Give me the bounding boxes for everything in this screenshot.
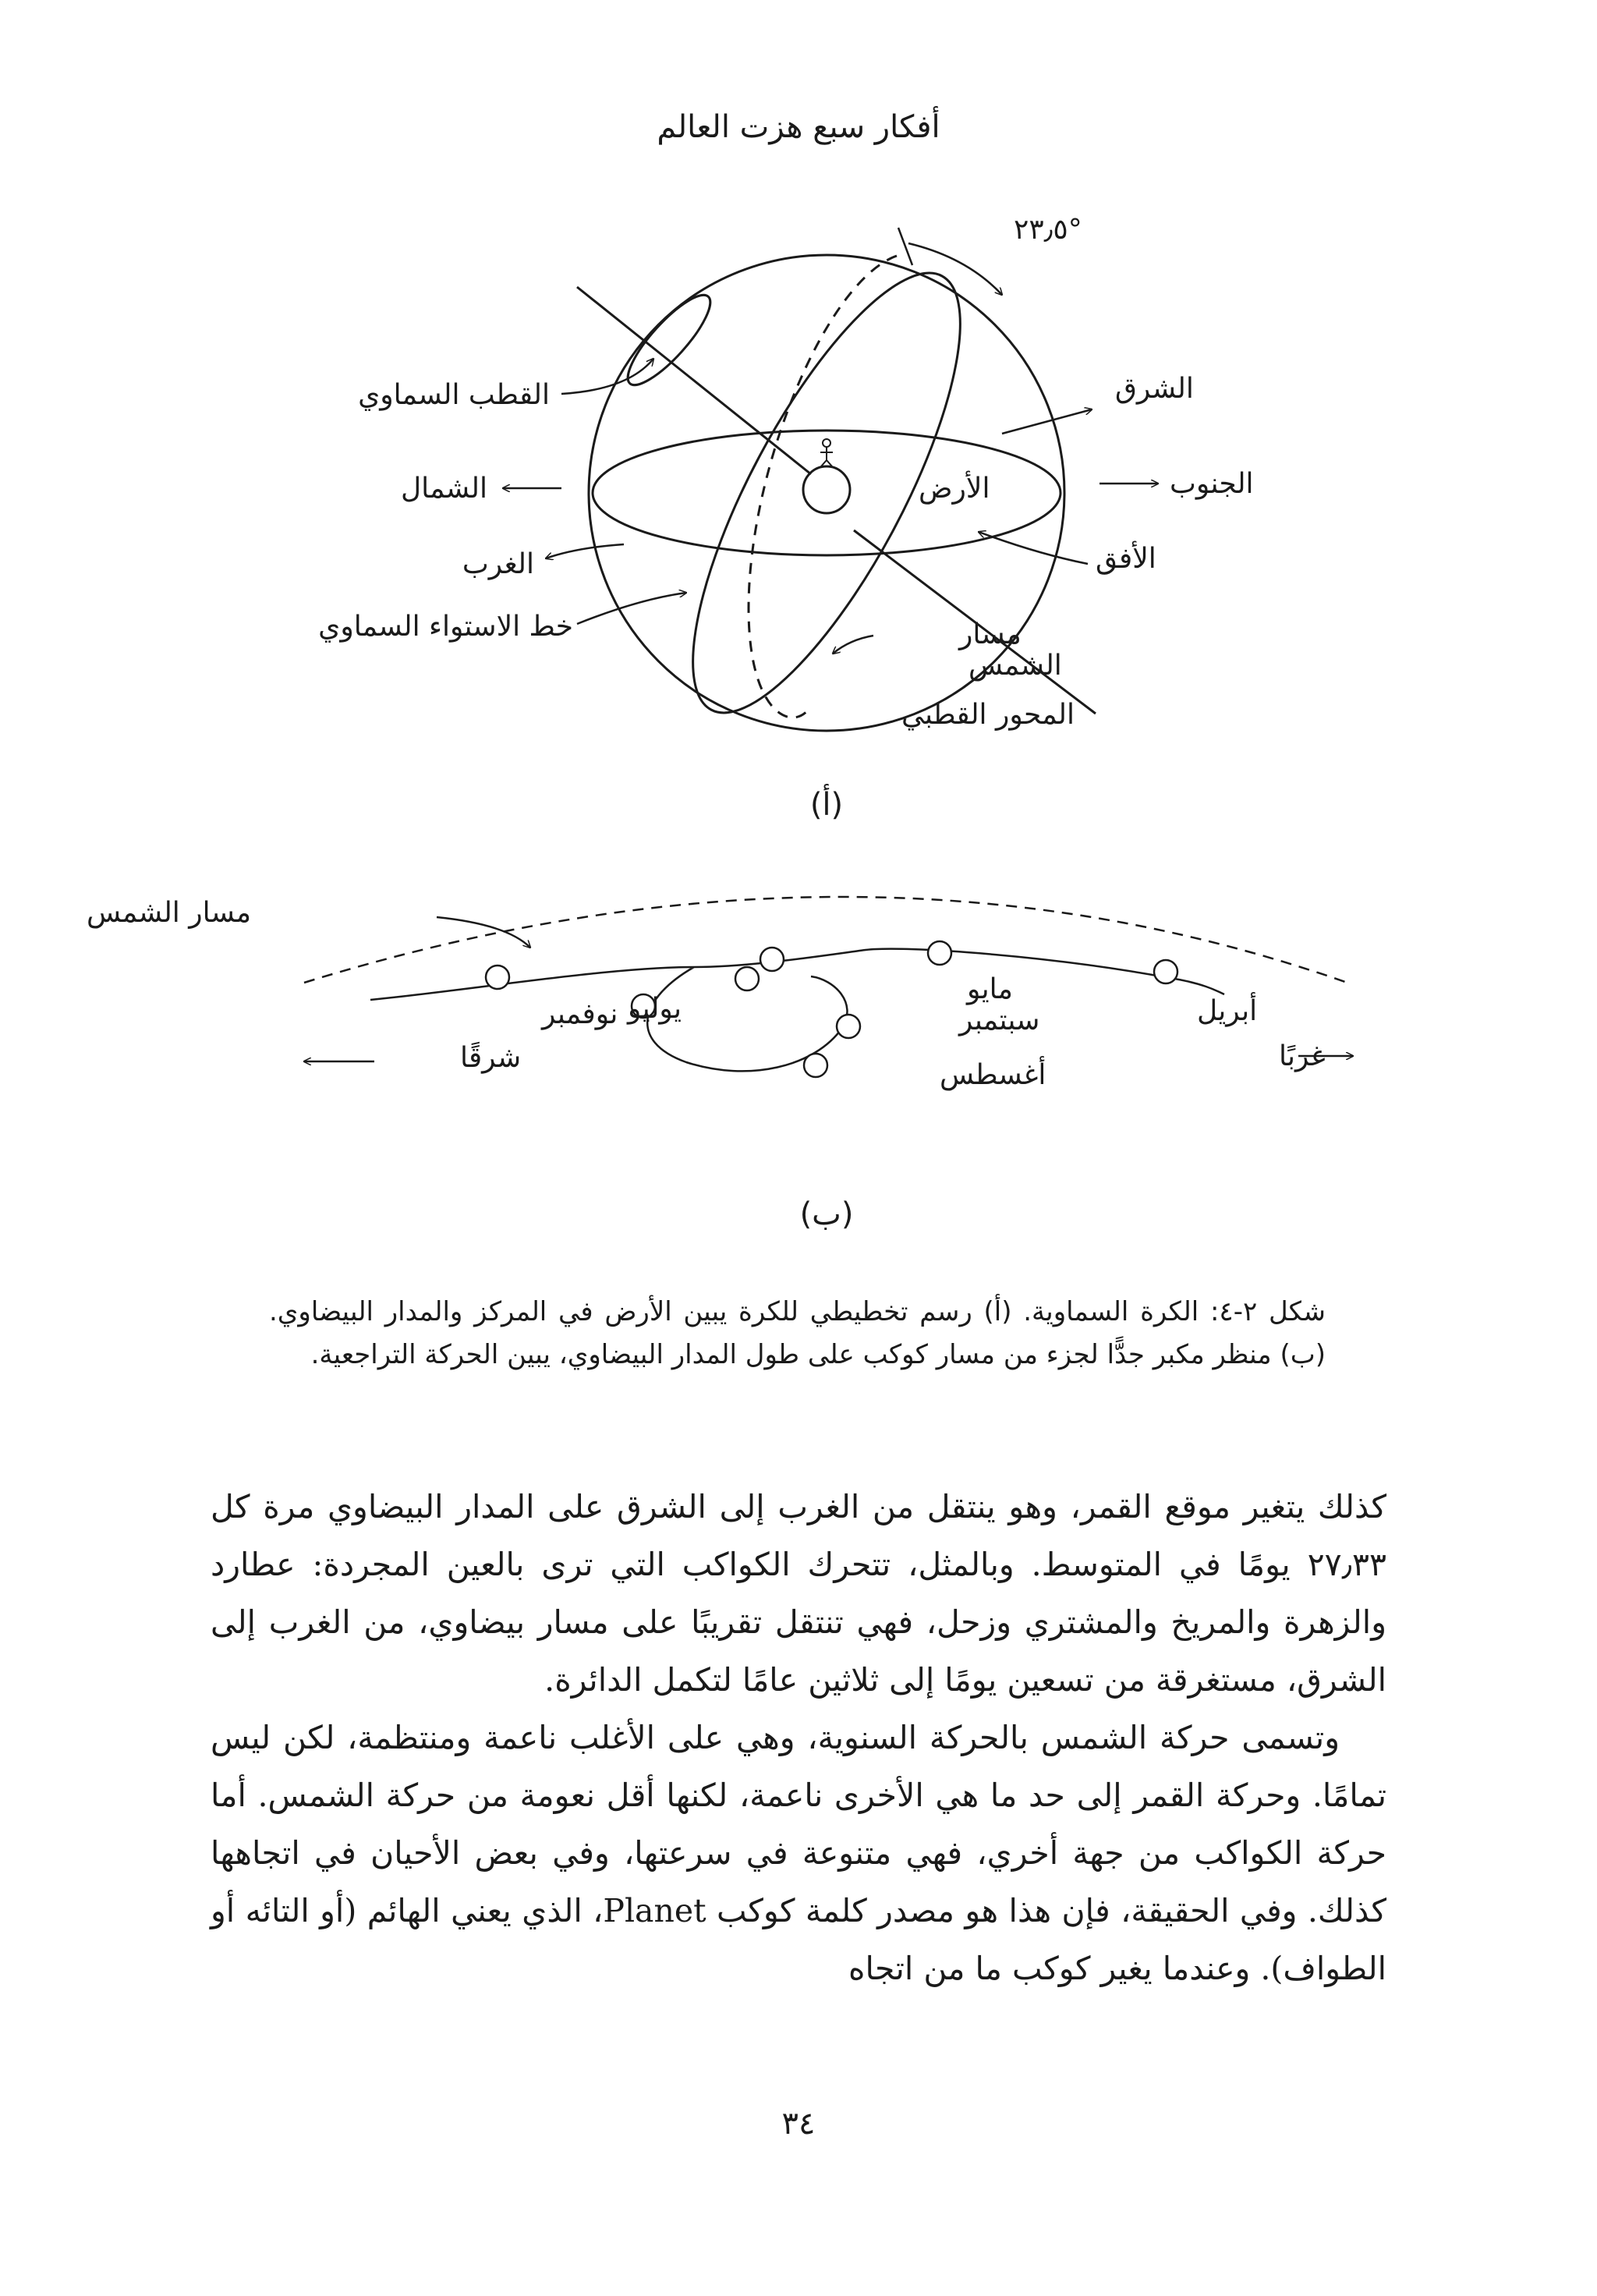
label-south: الجنوب xyxy=(1170,468,1254,500)
paragraph-2: وتسمى حركة الشمس بالحركة السنوية، وهي على الأغلب ناعمة ومنتظمة، لكن ليس تمامًا. وحركة القمر إلى حد ما هي الأخرى ناعمة، لكنها أقل نعومة من حركة الشمس. أما حركة الكواكب من جهة أخري، فهي متنوعة في سرعتها، وفي بعض الأحيان في اتجاهها كذلك. وفي الحقيقة، فإن هذا هو مصدر كلمة كوكب Planet، الذي يعني الهائم (أو التائه أو الطواف). وعندما يغير كوكب ما من اتجاه xyxy=(211,1719,1386,1987)
label-november: نوفمبر xyxy=(542,998,618,1030)
label-sun-path-b: مسار الشمس xyxy=(87,897,251,929)
earth-circle xyxy=(803,466,850,513)
equator-leader-arrow xyxy=(577,593,686,624)
sun-path-dashed xyxy=(304,897,1347,983)
running-head: أفكار سبع هزت العالم xyxy=(657,109,940,145)
planet-position-june-2 xyxy=(735,967,759,990)
label-east: الشرق xyxy=(1115,373,1194,405)
planet-position-may xyxy=(928,941,951,965)
figure-a xyxy=(0,0,1597,858)
label-west: الغرب xyxy=(462,548,534,580)
label-sun-path-1: مسار xyxy=(959,618,1022,650)
label-july: يوليو xyxy=(628,993,682,1025)
label-celestial-equator: خط الاستواء السماوي xyxy=(318,611,573,643)
pole-leader-arrow xyxy=(561,359,653,394)
figure-b xyxy=(0,858,1597,1295)
planet-position-june xyxy=(760,948,784,971)
planet-position-april xyxy=(1154,960,1177,983)
west-arrow xyxy=(546,544,624,558)
body-text xyxy=(211,1478,1386,1997)
label-may: مايو xyxy=(967,973,1013,1005)
label-polar-axis: المحور القطبي xyxy=(901,699,1075,731)
celestial-pole-ellipse xyxy=(617,285,721,395)
angle-label: °٢٣٫٥ xyxy=(1014,214,1082,246)
label-earth: الأرض xyxy=(919,473,990,505)
panel-label-b: (ب) xyxy=(799,1196,854,1232)
label-celestial-pole: القطب السماوي xyxy=(358,379,550,411)
paragraph-1: كذلك يتغير موقع القمر، وهو ينتقل من الغرب إلى الشرق على المدار البيضاوي مرة كل ٢٧٫٣٣ يومًا في المتوسط. وبالمثل، تتحرك الكواكب التي ترى بالعين المجردة: عطارد والزهرة والمريخ والمشتري وزحل، فهي تنتقل تقريبًا على مسار بيضاوي، من الغرب إلى الشرق، مستغرقة من تسعين يومًا إلى ثلاثين عامًا لتكمل الدائرة. xyxy=(211,1488,1386,1699)
angle-arc-arrow xyxy=(908,243,1002,295)
planet-position-august xyxy=(804,1054,827,1077)
label-august: أغسطس xyxy=(940,1059,1046,1091)
label-april: أبريل xyxy=(1197,995,1258,1027)
label-september: سبتمبر xyxy=(959,1004,1040,1036)
panel-label-a: (أ) xyxy=(809,787,844,823)
figure-caption: شكل ٢-٤: الكرة السماوية. (أ) رسم تخطيطي للكرة يبين الأرض في المركز والمدار البيضاوي. (ب) منظر مكبر جدًّا لجزء من مسار كوكب على طول المدار البيضاوي، يبين الحركة التراجعية. xyxy=(269,1296,1326,1370)
planet-position-september xyxy=(837,1015,860,1038)
label-horizon: الأفق xyxy=(1096,543,1156,575)
polar-axis-line xyxy=(577,287,811,474)
page-number: ٣٤ xyxy=(781,2106,816,2142)
observer-icon xyxy=(820,439,833,466)
sun-path-arrow xyxy=(833,636,873,654)
label-west-direction: غربًا xyxy=(1279,1040,1326,1072)
planet-position-november xyxy=(486,966,509,989)
label-north: الشمال xyxy=(400,473,487,505)
label-east-direction: شرقًا xyxy=(460,1042,522,1074)
east-arrow xyxy=(1002,409,1092,434)
ecliptic-dashed xyxy=(749,256,897,718)
label-sun-path-2: الشمس xyxy=(968,650,1062,682)
angle-tick xyxy=(898,228,912,265)
